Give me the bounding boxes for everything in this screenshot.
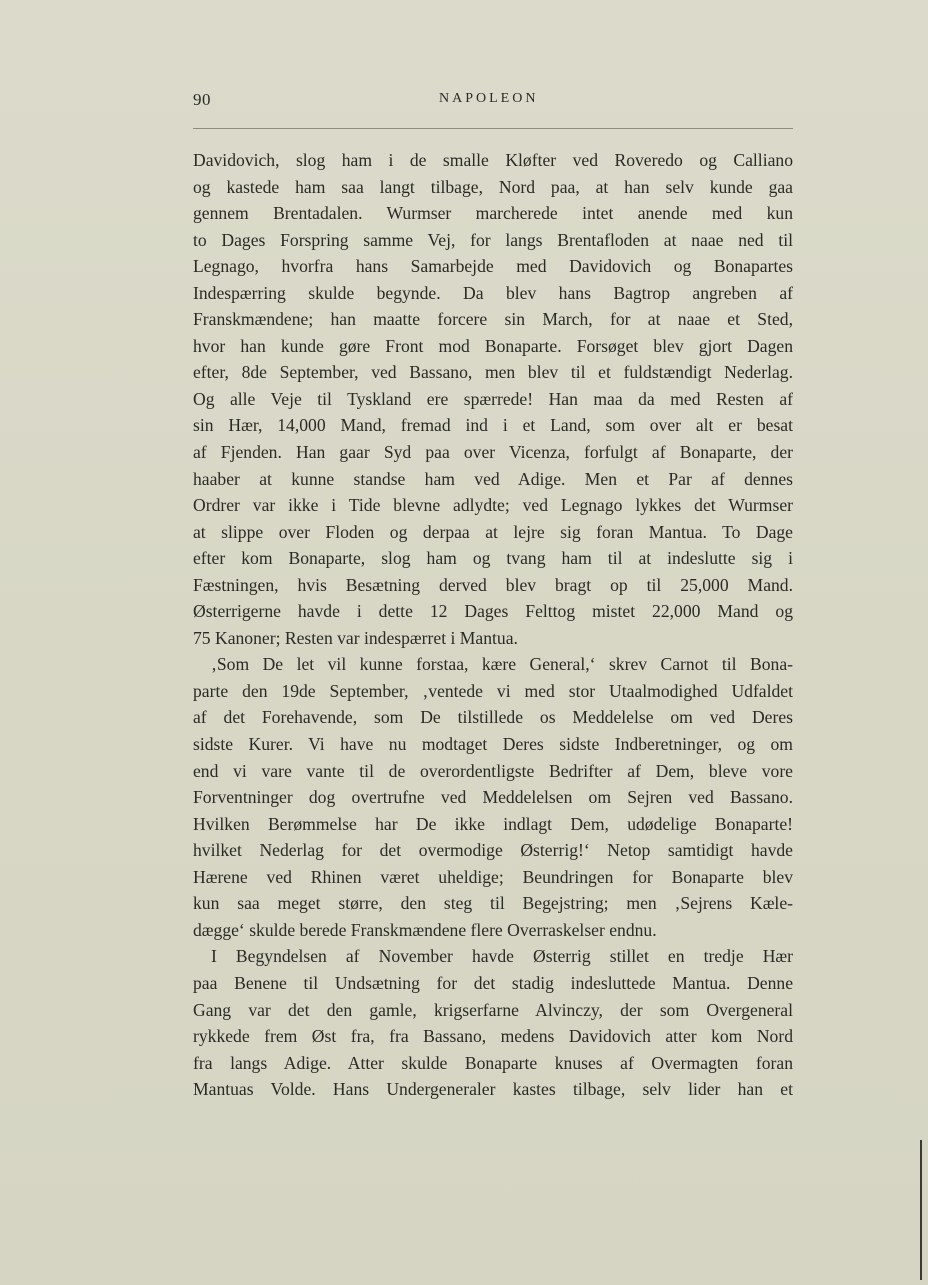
text-line: gennem Brentadalen. Wurmser marcherede intet anende med kun bbox=[193, 203, 793, 224]
text-line: to Dages Forspring samme Vej, for langs Brentafloden at naae ned til bbox=[193, 229, 793, 250]
text-line: Gang var det den gamle, krigserfarne Alvinczy, der som Overgeneral bbox=[193, 999, 793, 1020]
text-line: Indespærring skulde begynde. Da blev hans Bagtrop angreben af bbox=[193, 282, 793, 303]
text-line: sin Hær, 14,000 Mand, fremad ind i et Land, som over alt er besat bbox=[193, 415, 793, 436]
text-line: af det Forehavende, som De tilstillede os Meddelelse om ved Deres bbox=[193, 707, 793, 728]
text-line: Forventninger dog overtrufne ved Meddelelsen om Sejren ved Bassano. bbox=[193, 787, 793, 808]
text-line: og kastede ham saa langt tilbage, Nord paa, at han selv kunde gaa bbox=[193, 176, 793, 197]
page-number: 90 bbox=[193, 90, 211, 109]
text-line: rykkede frem Øst fra, fra Bassano, medens Davidovich atter kom Nord bbox=[193, 1026, 793, 1047]
text-line: sidste Kurer. Vi have nu modtaget Deres sidste Indberetninger, og om bbox=[193, 734, 793, 755]
text-line: Fæstningen, hvis Besætning derved blev bragt op til 25,000 Mand. bbox=[193, 574, 793, 595]
page-header bbox=[193, 90, 793, 112]
text-line: hvor han kunde gøre Front mod Bonaparte. Forsøget blev gjort Dagen bbox=[193, 335, 793, 356]
text-line: Ordrer var ikke i Tide blevne adlydte; ved Legnago lykkes det Wurmser bbox=[193, 495, 793, 516]
text-line: efter kom Bonaparte, slog ham og tvang ham til at indeslutte sig i bbox=[193, 548, 793, 569]
page-edge-shadow bbox=[920, 1140, 922, 1280]
text-line: paa Benene til Undsætning for det stadig indesluttede Mantua. Denne bbox=[193, 972, 793, 993]
text-line: kun saa meget større, den steg til Begejstring; men ‚Sejrens Kæle- bbox=[193, 893, 793, 914]
header-rule bbox=[193, 128, 793, 129]
text-line: Franskmændene; han maatte forcere sin March, for at naae et Sted, bbox=[193, 309, 793, 330]
text-line: I Begyndelsen af November havde Østerrig stillet en tredje Hær bbox=[211, 946, 793, 967]
text-line: fra langs Adige. Atter skulde Bonaparte knuses af Overmagten foran bbox=[193, 1052, 793, 1073]
text-line: Legnago, hvorfra hans Samarbejde med Davidovich og Bonapartes bbox=[193, 256, 793, 277]
text-line: Og alle Veje til Tyskland ere spærrede! Han maa da med Resten af bbox=[193, 388, 793, 409]
running-head: NAPOLEON bbox=[439, 91, 539, 106]
text-line: ‚Som De let vil kunne forstaa, kære General,‘ skrev Carnot til Bona- bbox=[211, 654, 793, 675]
text-line: Hvilken Berømmelse har De ikke indlagt Dem, udødelige Bonaparte! bbox=[193, 813, 793, 834]
text-line: hvilket Nederlag for det overmodige Østerrig!‘ Netop samtidigt havde bbox=[193, 840, 793, 861]
text-line: Davidovich, slog ham i de smalle Kløfter ved Roveredo og Calliano bbox=[193, 150, 793, 170]
text-line: end vi vare vante til de overordentligste Bedrifter af Dem, bleve vore bbox=[193, 760, 793, 781]
text-line: haaber at kunne standse ham ved Adige. Men et Par af dennes bbox=[193, 468, 793, 489]
text-line: Mantuas Volde. Hans Undergeneraler kastes tilbage, selv lider han et bbox=[193, 1079, 793, 1100]
text-line: parte den 19de September, ‚ventede vi med stor Utaalmodighed Udfaldet bbox=[193, 680, 793, 701]
text-line: Hærene ved Rhinen været uheldige; Beundringen for Bonaparte blev bbox=[193, 866, 793, 887]
text-line: 75 Kanoner; Resten var indespærret i Mantua. bbox=[193, 627, 518, 648]
text-line: dægge‘ skulde berede Franskmændene flere Overraskelser endnu. bbox=[193, 919, 657, 940]
text-line: at slippe over Floden og derpaa at lejre sig foran Mantua. To Dage bbox=[193, 521, 793, 542]
body-text bbox=[193, 147, 793, 1103]
text-line: efter, 8de September, ved Bassano, men blev til et fuldstændigt Nederlag. bbox=[193, 362, 793, 383]
text-line: af Fjenden. Han gaar Syd paa over Vicenza, forfulgt af Bonaparte, der bbox=[193, 442, 793, 463]
text-line: Østerrigerne havde i dette 12 Dages Felttog mistet 22,000 Mand og bbox=[193, 601, 793, 622]
